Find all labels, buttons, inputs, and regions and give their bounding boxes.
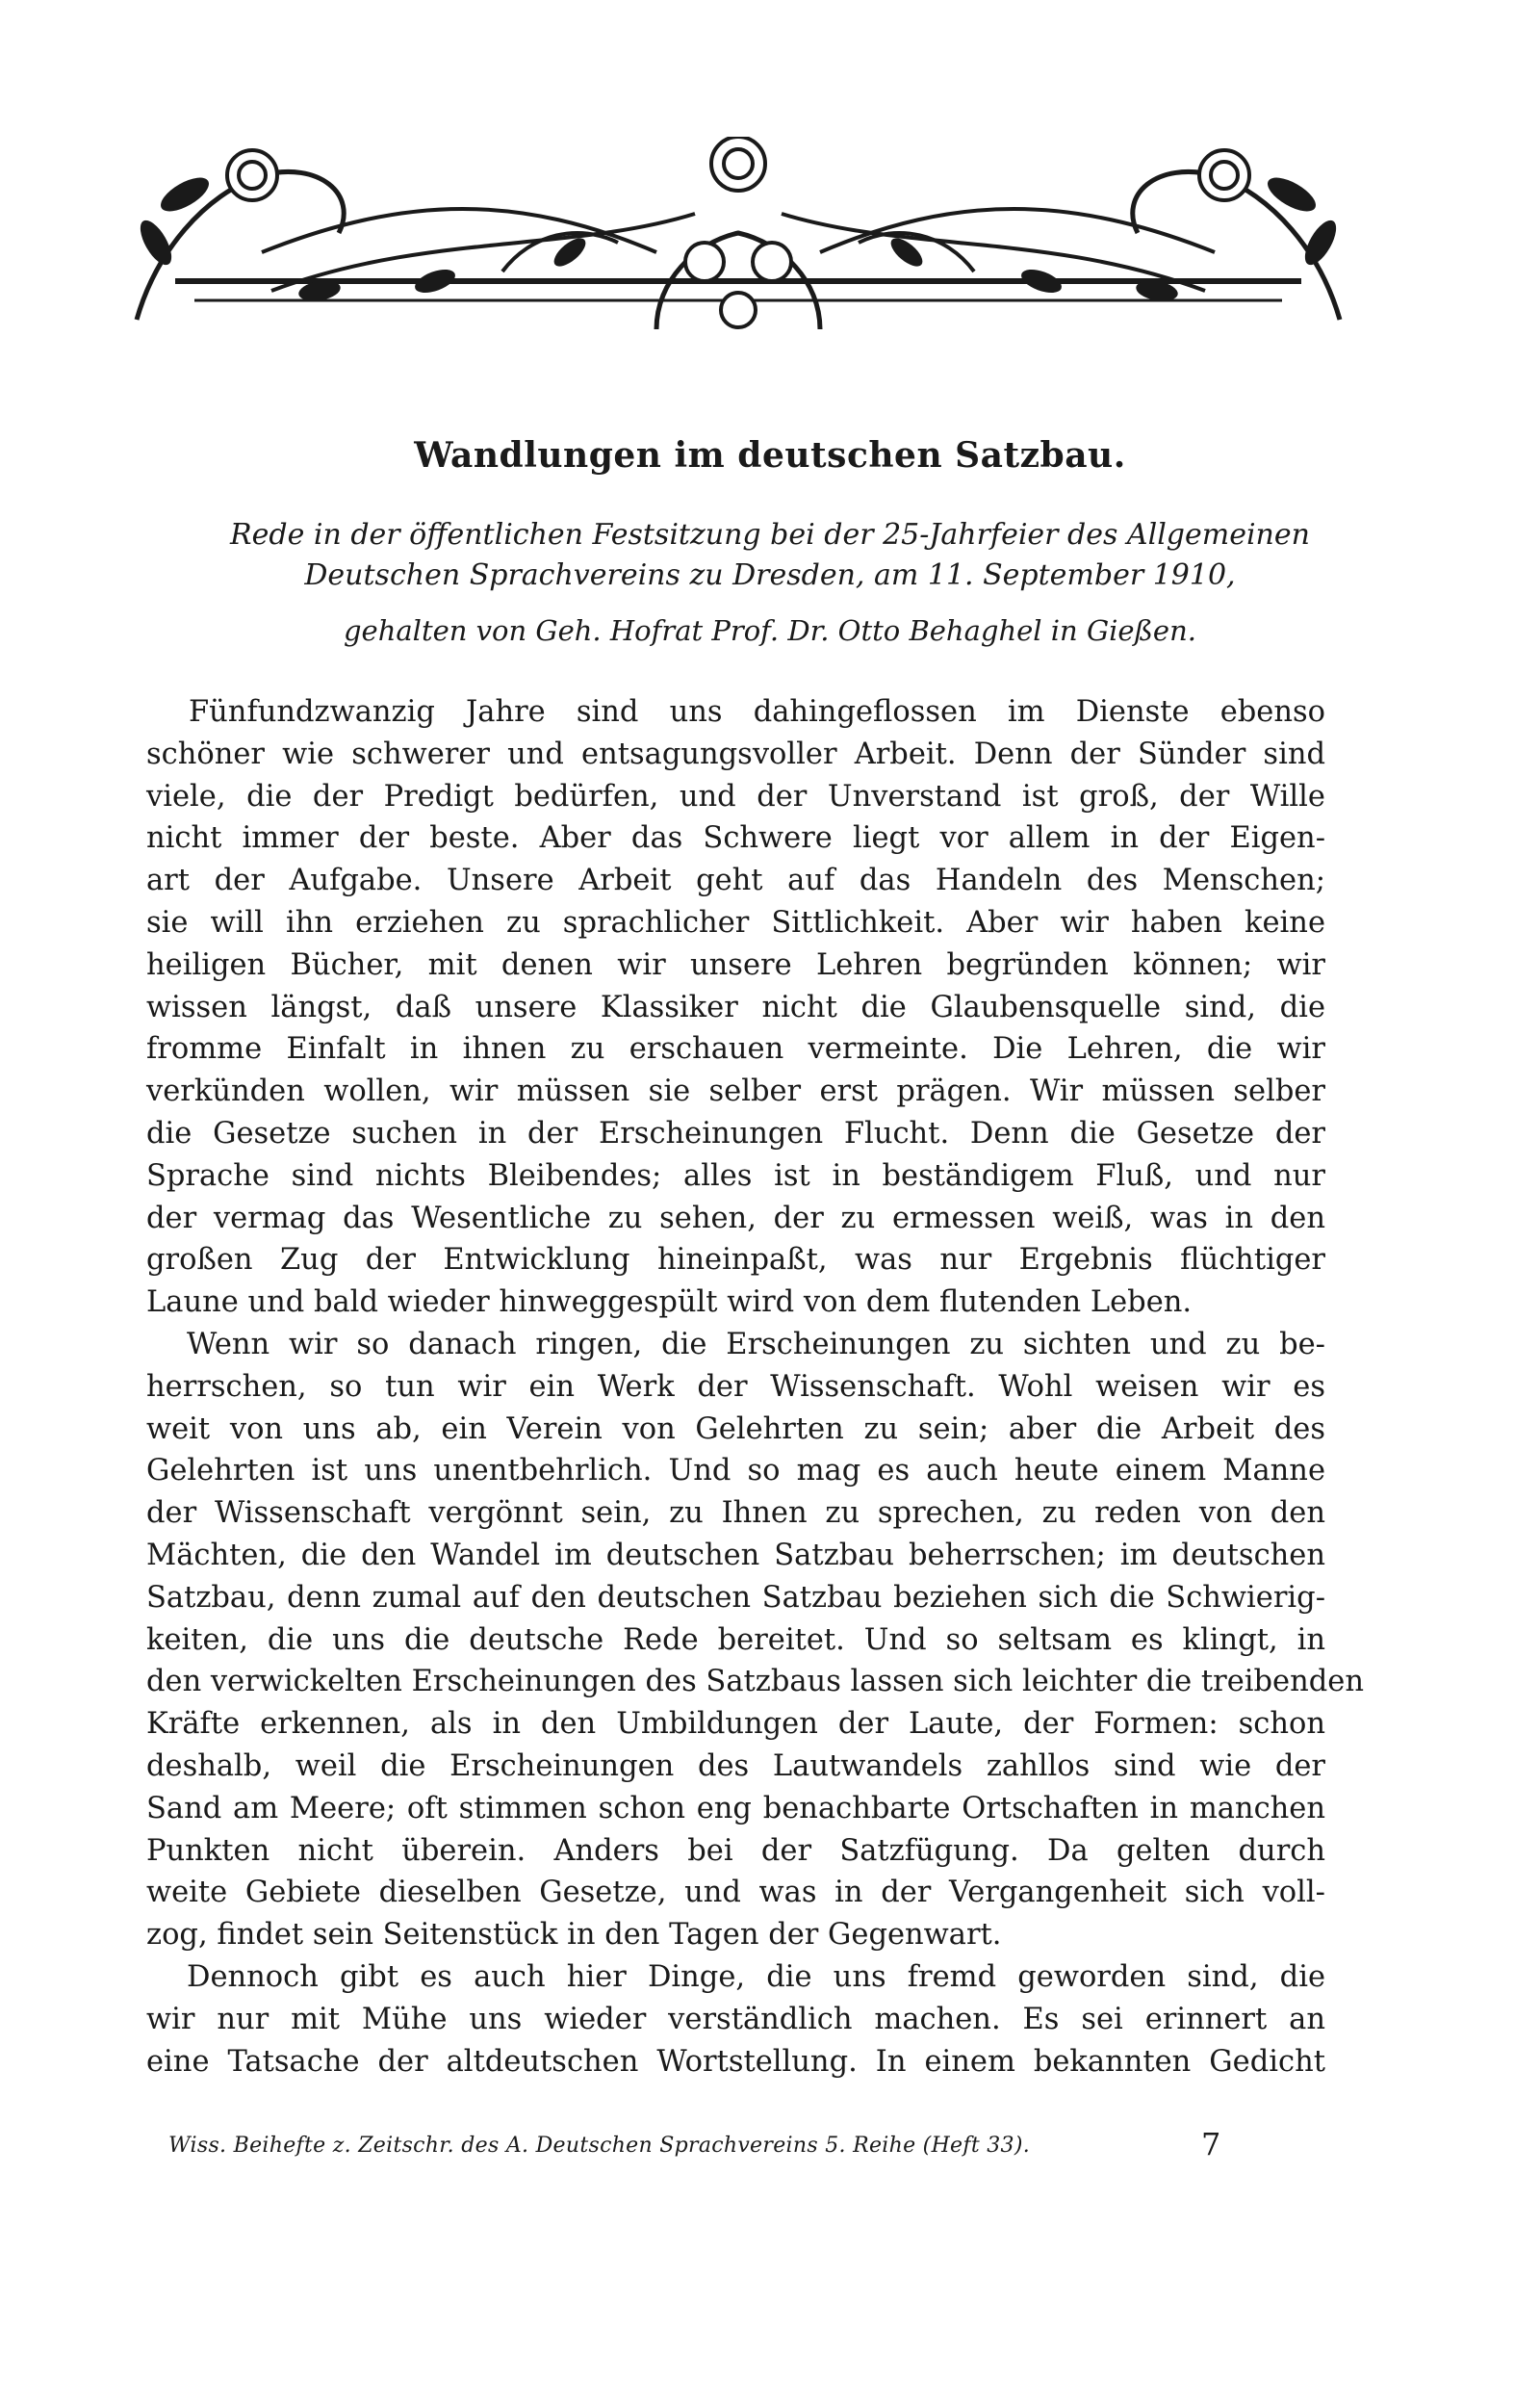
text-line: der vermag das Wesentliche zu sehen, der zu ermessen weiß, was in den bbox=[146, 1201, 1325, 1235]
text-line: art der Aufgabe. Unsere Arbeit geht auf das Handeln des Menschen; bbox=[146, 864, 1325, 898]
subtitle-line-1: Rede in der öffentlichen Festsitzung bei der 25-Jahrfeier des Allgemeinen bbox=[230, 518, 1310, 552]
text-line: Gelehrten ist uns unentbehrlich. Und so mag es auch heute einem Manne bbox=[146, 1454, 1325, 1488]
text-line: weite Gebiete dieselben Gesetze, und was in der Vergangenheit sich voll- bbox=[146, 1876, 1325, 1910]
text-line: der Wissenschaft vergönnt sein, zu Ihnen zu sprechen, zu reden von den bbox=[146, 1496, 1325, 1531]
text-line: Mächten, die den Wandel im deutschen Satzbau beherrschen; im deutschen bbox=[146, 1538, 1325, 1572]
text-line: den verwickelten Erscheinungen des Satzbaus lassen sich leichter die treibenden bbox=[146, 1665, 1364, 1699]
text-line: wissen längst, daß unsere Klassiker nicht die Glaubensquelle sind, die bbox=[146, 990, 1325, 1024]
text-line: zog, findet sein Seitenstück in den Tagen der Gegenwart. bbox=[146, 1918, 1002, 1953]
text-line: Laune und bald wieder hinweggespült wird von dem flutenden Leben. bbox=[146, 1285, 1193, 1320]
text-line: Sprache sind nichts Bleibendes; alles ist in beständigem Fluß, und nur bbox=[146, 1158, 1325, 1193]
text-line: großen Zug der Entwicklung hineinpaßt, was nur Ergebnis flüchtiger bbox=[146, 1243, 1325, 1278]
text-line: keiten, die uns die deutsche Rede bereitet. Und so seltsam es klingt, in bbox=[146, 1622, 1325, 1657]
text-line: Kräfte erkennen, als in den Umbildungen der Laute, der Formen: schon bbox=[146, 1707, 1325, 1742]
text-line: deshalb, weil die Erscheinungen des Lautwandels zahllos sind wie der bbox=[146, 1748, 1325, 1783]
text-line: Punkten nicht überein. Anders bei der Satzfügung. Da gelten durch bbox=[146, 1833, 1325, 1868]
text-line: Satzbau, denn zumal auf den deutschen Satzbau beziehen sich die Schwierig- bbox=[146, 1580, 1325, 1615]
author-line: gehalten von Geh. Hofrat Prof. Dr. Otto Behaghel in Gießen. bbox=[343, 614, 1196, 647]
text-line: Fünfundzwanzig Jahre sind uns dahingeflossen im Dienste ebenso bbox=[189, 695, 1325, 729]
text-line: verkünden wollen, wir müssen sie selber erst prägen. Wir müssen selber bbox=[146, 1074, 1325, 1109]
text-line: die Gesetze suchen in der Erscheinungen Flucht. Denn die Gesetze der bbox=[146, 1116, 1325, 1151]
page-number: 7 bbox=[1201, 2126, 1221, 2162]
text-line: herrschen, so tun wir ein Werk der Wissenschaft. Wohl weisen wir es bbox=[146, 1369, 1325, 1404]
text-line: eine Tatsache der altdeutschen Wortstellung. In einem bekannten Gedicht bbox=[146, 2044, 1325, 2079]
page-title: Wandlungen im deutschen Satzbau. bbox=[414, 435, 1126, 476]
body-text bbox=[146, 691, 1364, 2083]
text-line: Sand am Meere; oft stimmen schon eng benachbarte Ortschaften in manchen bbox=[146, 1791, 1325, 1825]
text-line: fromme Einfalt in ihnen zu erschauen vermeinte. Die Lehren, die wir bbox=[146, 1032, 1325, 1067]
text-line: nicht immer der beste. Aber das Schwere liegt vor allem in der Eigen- bbox=[146, 821, 1325, 856]
text-line: Wenn wir so danach ringen, die Erscheinungen zu sichten und zu be- bbox=[187, 1327, 1325, 1361]
text-line: viele, die der Predigt bedürfen, und der Unverstand ist groß, der Wille bbox=[146, 779, 1325, 814]
text-line: sie will ihn erziehen zu sprachlicher Sittlichkeit. Aber wir haben keine bbox=[146, 905, 1325, 940]
footer-source: Wiss. Beihefte z. Zeitschr. des A. Deutschen Sprachvereins 5. Reihe (Heft 33). bbox=[168, 2134, 1031, 2158]
text-line: Dennoch gibt es auch hier Dinge, die uns fremd geworden sind, die bbox=[187, 1959, 1325, 1994]
text-line: wir nur mit Mühe uns wieder verständlich machen. Es sei erinnert an bbox=[146, 2002, 1325, 2036]
subtitle-line-2: Deutschen Sprachvereins zu Dresden, am 11. September 1910, bbox=[304, 558, 1236, 592]
text-line: heiligen Bücher, mit denen wir unsere Lehren begründen können; wir bbox=[146, 947, 1325, 982]
text-line: weit von uns ab, ein Verein von Gelehrten zu sein; aber die Arbeit des bbox=[146, 1411, 1325, 1446]
text-line: schöner wie schwerer und entsagungsvoller Arbeit. Denn der Sünder sind bbox=[146, 737, 1325, 771]
rose-vine-headpiece-icon bbox=[117, 137, 1359, 335]
